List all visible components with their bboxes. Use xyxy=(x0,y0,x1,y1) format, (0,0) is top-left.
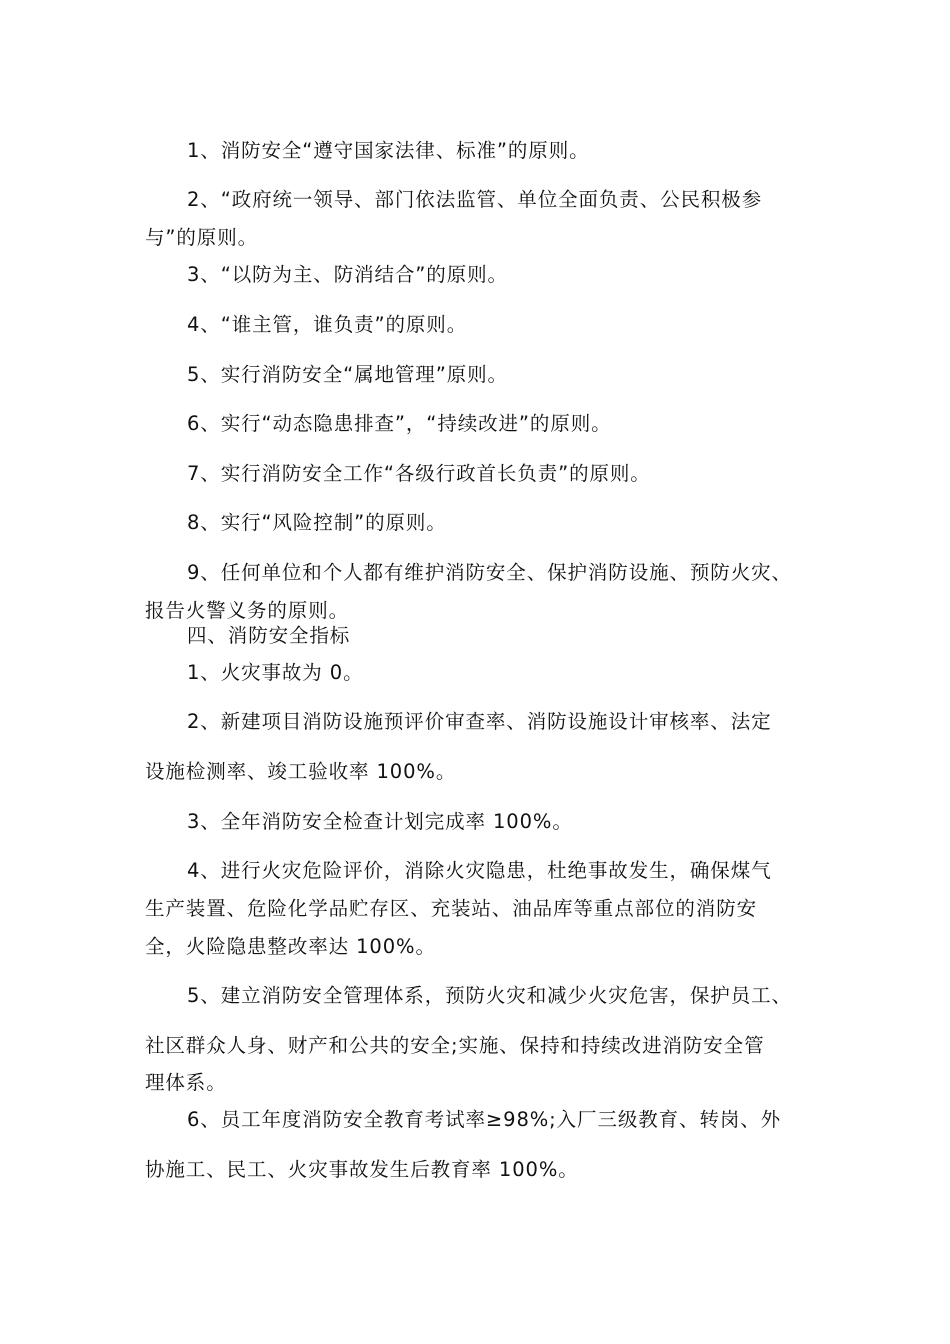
indicator-1-line-1: 1、火灾事故为 0。 xyxy=(187,661,364,684)
indicator-2-line-2: 设施检测率、竣工验收率 100%。 xyxy=(145,760,457,783)
principle-4-line-1: 4、“谁主管，谁负责”的原则。 xyxy=(187,313,468,336)
principle-7-line-1: 7、实行消防安全工作“各级行政首长负责”的原则。 xyxy=(187,462,651,485)
indicator-6-line-2: 协施工、民工、火灾事故发生后教育率 100%。 xyxy=(145,1158,579,1181)
indicator-4-line-1: 4、进行火灾危险评价，消除火灾隐患，杜绝事故发生，确保煤气 xyxy=(187,859,772,882)
indicator-4-line-3: 全，火险隐患整改率达 100%。 xyxy=(145,935,436,958)
indicator-2-line-1: 2、新建项目消防设施预评价审查率、消防设施设计审核率、法定 xyxy=(187,710,772,733)
section-heading: 四、消防安全指标 xyxy=(187,624,351,647)
principle-1-line-1: 1、消防安全“遵守国家法律、标准”的原则。 xyxy=(187,139,590,162)
principle-8-line-1: 8、实行“风险控制”的原则。 xyxy=(187,511,447,534)
indicator-5-line-2: 社区群众人身、财产和公共的安全;实施、保持和持续改进消防安全管 xyxy=(145,1034,765,1057)
principle-2-line-1: 2、“政府统一领导、部门依法监管、单位全面负责、公民积极参 xyxy=(187,188,763,211)
principle-2-line-2: 与”的原则。 xyxy=(145,226,259,249)
principle-3-line-1: 3、“以防为主、防消结合”的原则。 xyxy=(187,263,508,286)
indicator-6-line-1: 6、员工年度消防安全教育考试率≥98%;入厂三级教育、转岗、外 xyxy=(187,1108,782,1131)
principle-6-line-1: 6、实行“动态隐患排查”，“持续改进”的原则。 xyxy=(187,412,612,435)
indicator-3-line-1: 3、全年消防安全检查计划完成率 100%。 xyxy=(187,810,573,833)
principle-9-line-2: 报告火警义务的原则。 xyxy=(145,599,350,622)
indicator-5-line-1: 5、建立消防安全管理体系，预防火灾和减少火灾危害，保护员工、 xyxy=(187,984,792,1007)
indicator-4-line-2: 生产装置、危险化学品贮存区、充装站、油品库等重点部位的消防安 xyxy=(145,897,758,920)
indicator-5-line-3: 理体系。 xyxy=(145,1071,227,1094)
principle-5-line-1: 5、实行消防安全“属地管理”原则。 xyxy=(187,363,508,386)
principle-9-line-1: 9、任何单位和个人都有维护消防安全、保护消防设施、预防火灾、 xyxy=(187,561,792,584)
